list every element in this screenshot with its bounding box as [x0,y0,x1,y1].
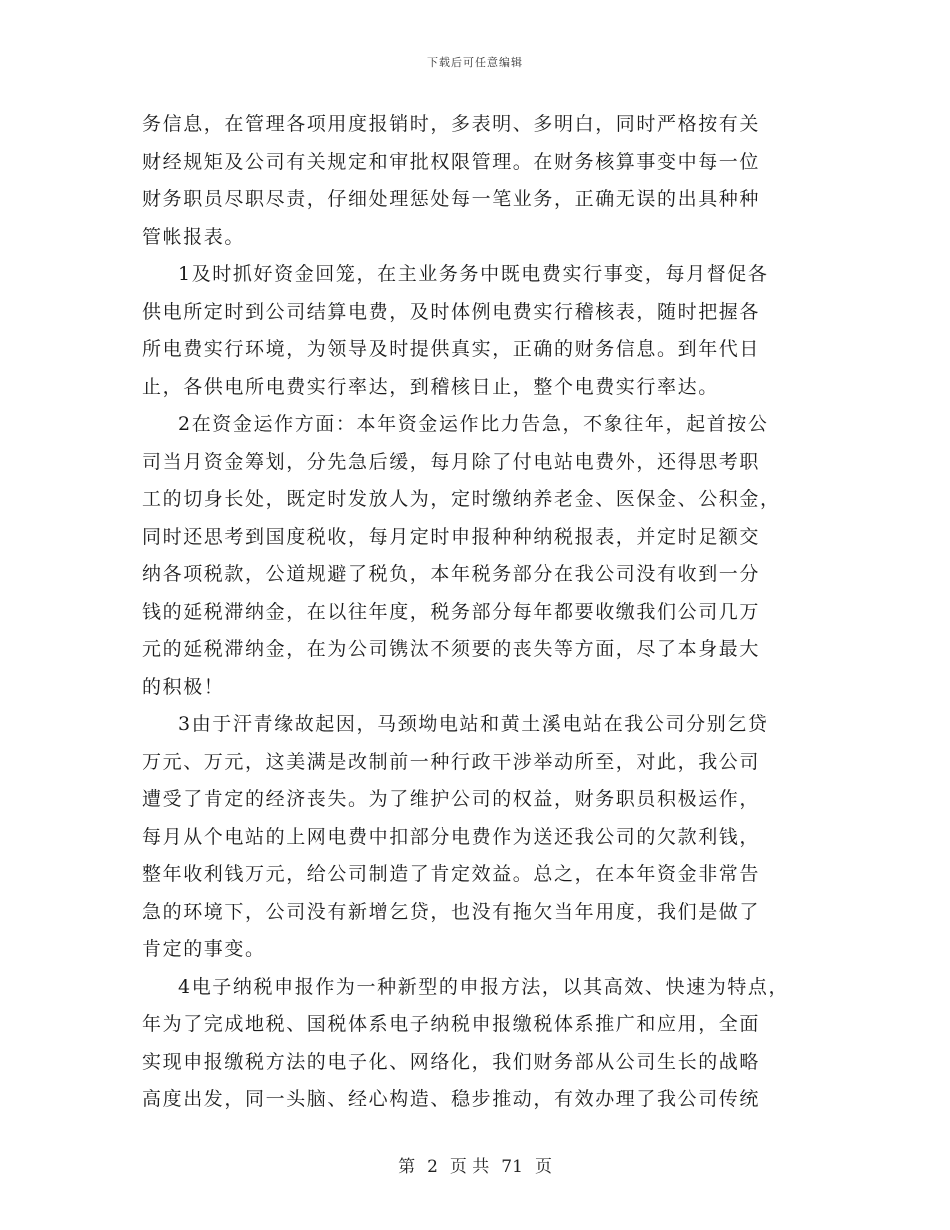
text-line: 万元、万元，这美满是改制前一种行政干涉举动所至，对此，我公司 [142,750,761,773]
text-line: 务信息，在管理各项用度报销时，多表明、多明白，同时严格按有关 [142,113,761,135]
text-line: 急的环境下，公司没有新增乞贷，也没有拖欠当年用度，我们是做了 [142,900,761,923]
text-line: 司当月资金筹划，分先急后缓，每月除了付电站电费外，还得思考职 [142,450,761,473]
text-line: 4电子纳税申报作为一种新型的申报方法，以其高效、快速为特点， [178,975,790,998]
page-footer [0,1152,950,1177]
text-line: 止，各供电所电费实行率达，到稽核日止，整个电费实行率达。 [142,375,719,398]
text-line: 肯定的事变。 [142,938,266,960]
footer-total-pages: 71 [501,1157,523,1177]
text-line: 所电费实行环境，为领导及时提供真实，正确的财务信息。到年代日 [142,338,761,360]
text-line: 3由于汗青缘故起因，马颈坳电站和黄土溪电站在我公司分别乞贷 [178,713,769,735]
text-line: 遭受了肯定的经济丧失。为了维护公司的权益，财务职员积极运作， [142,788,761,810]
text-line: 钱的延税滞纳金，在以往年度，税务部分每年都要收缴我们公司几万 [142,600,761,623]
page-header: 下载后可任意编辑 [427,56,523,69]
text-line: 实现申报缴税方法的电子化、网络化，我们财务部从公司生长的战略 [142,1050,761,1073]
text-line: 1及时抓好资金回笼，在主业务务中既电费实行事变，每月督促各 [178,263,769,285]
document-body [142,106,832,1119]
footer-middle: 页 共 [449,1157,490,1177]
footer-suffix: 页 [534,1157,552,1177]
text-line: 财务职员尽职尽责，仔细处理惩处每一笔业务，正确无误的出具种种 [142,188,761,210]
text-line: 管帐报表。 [142,225,246,248]
text-line: 2在资金运作方面：本年资金运作比力告急，不象往年，起首按公 [178,413,769,435]
text-line: 同时还思考到国度税收，每月定时申报种种纳税报表，并定时足额交 [142,525,761,548]
text-line: 纳各项税款，公道规避了税负，本年税务部分在我公司没有收到一分 [142,563,761,585]
text-line: 的积极！ [142,675,225,698]
text-line: 供电所定时到公司结算电费，及时体例电费实行稽核表，随时把握各 [142,300,761,323]
footer-prefix: 第 [398,1157,416,1177]
text-line: 高度出发，同一头脑、经心构造、稳步推动，有效办理了我公司传统 [142,1088,761,1110]
text-line: 元的延税滞纳金，在为公司镌汰不须要的丧失等方面，尽了本身最大 [142,638,761,660]
footer-page-number: 2 [427,1157,438,1177]
text-line: 年为了完成地税、国税体系电子纳税申报缴税体系推广和应用，全面 [142,1013,761,1035]
text-line: 财经规矩及公司有关规定和审批权限管理。在财务核算事变中每一位 [142,150,761,173]
text-line: 每月从个电站的上网电费中扣部分电费作为送还我公司的欠款利钱， [142,825,761,848]
text-line: 工的切身长处，既定时发放人为，定时缴纳养老金、医保金、公积金， [142,488,781,510]
text-line: 整年收利钱万元，给公司制造了肯定效益。总之，在本年资金非常告 [142,863,761,885]
